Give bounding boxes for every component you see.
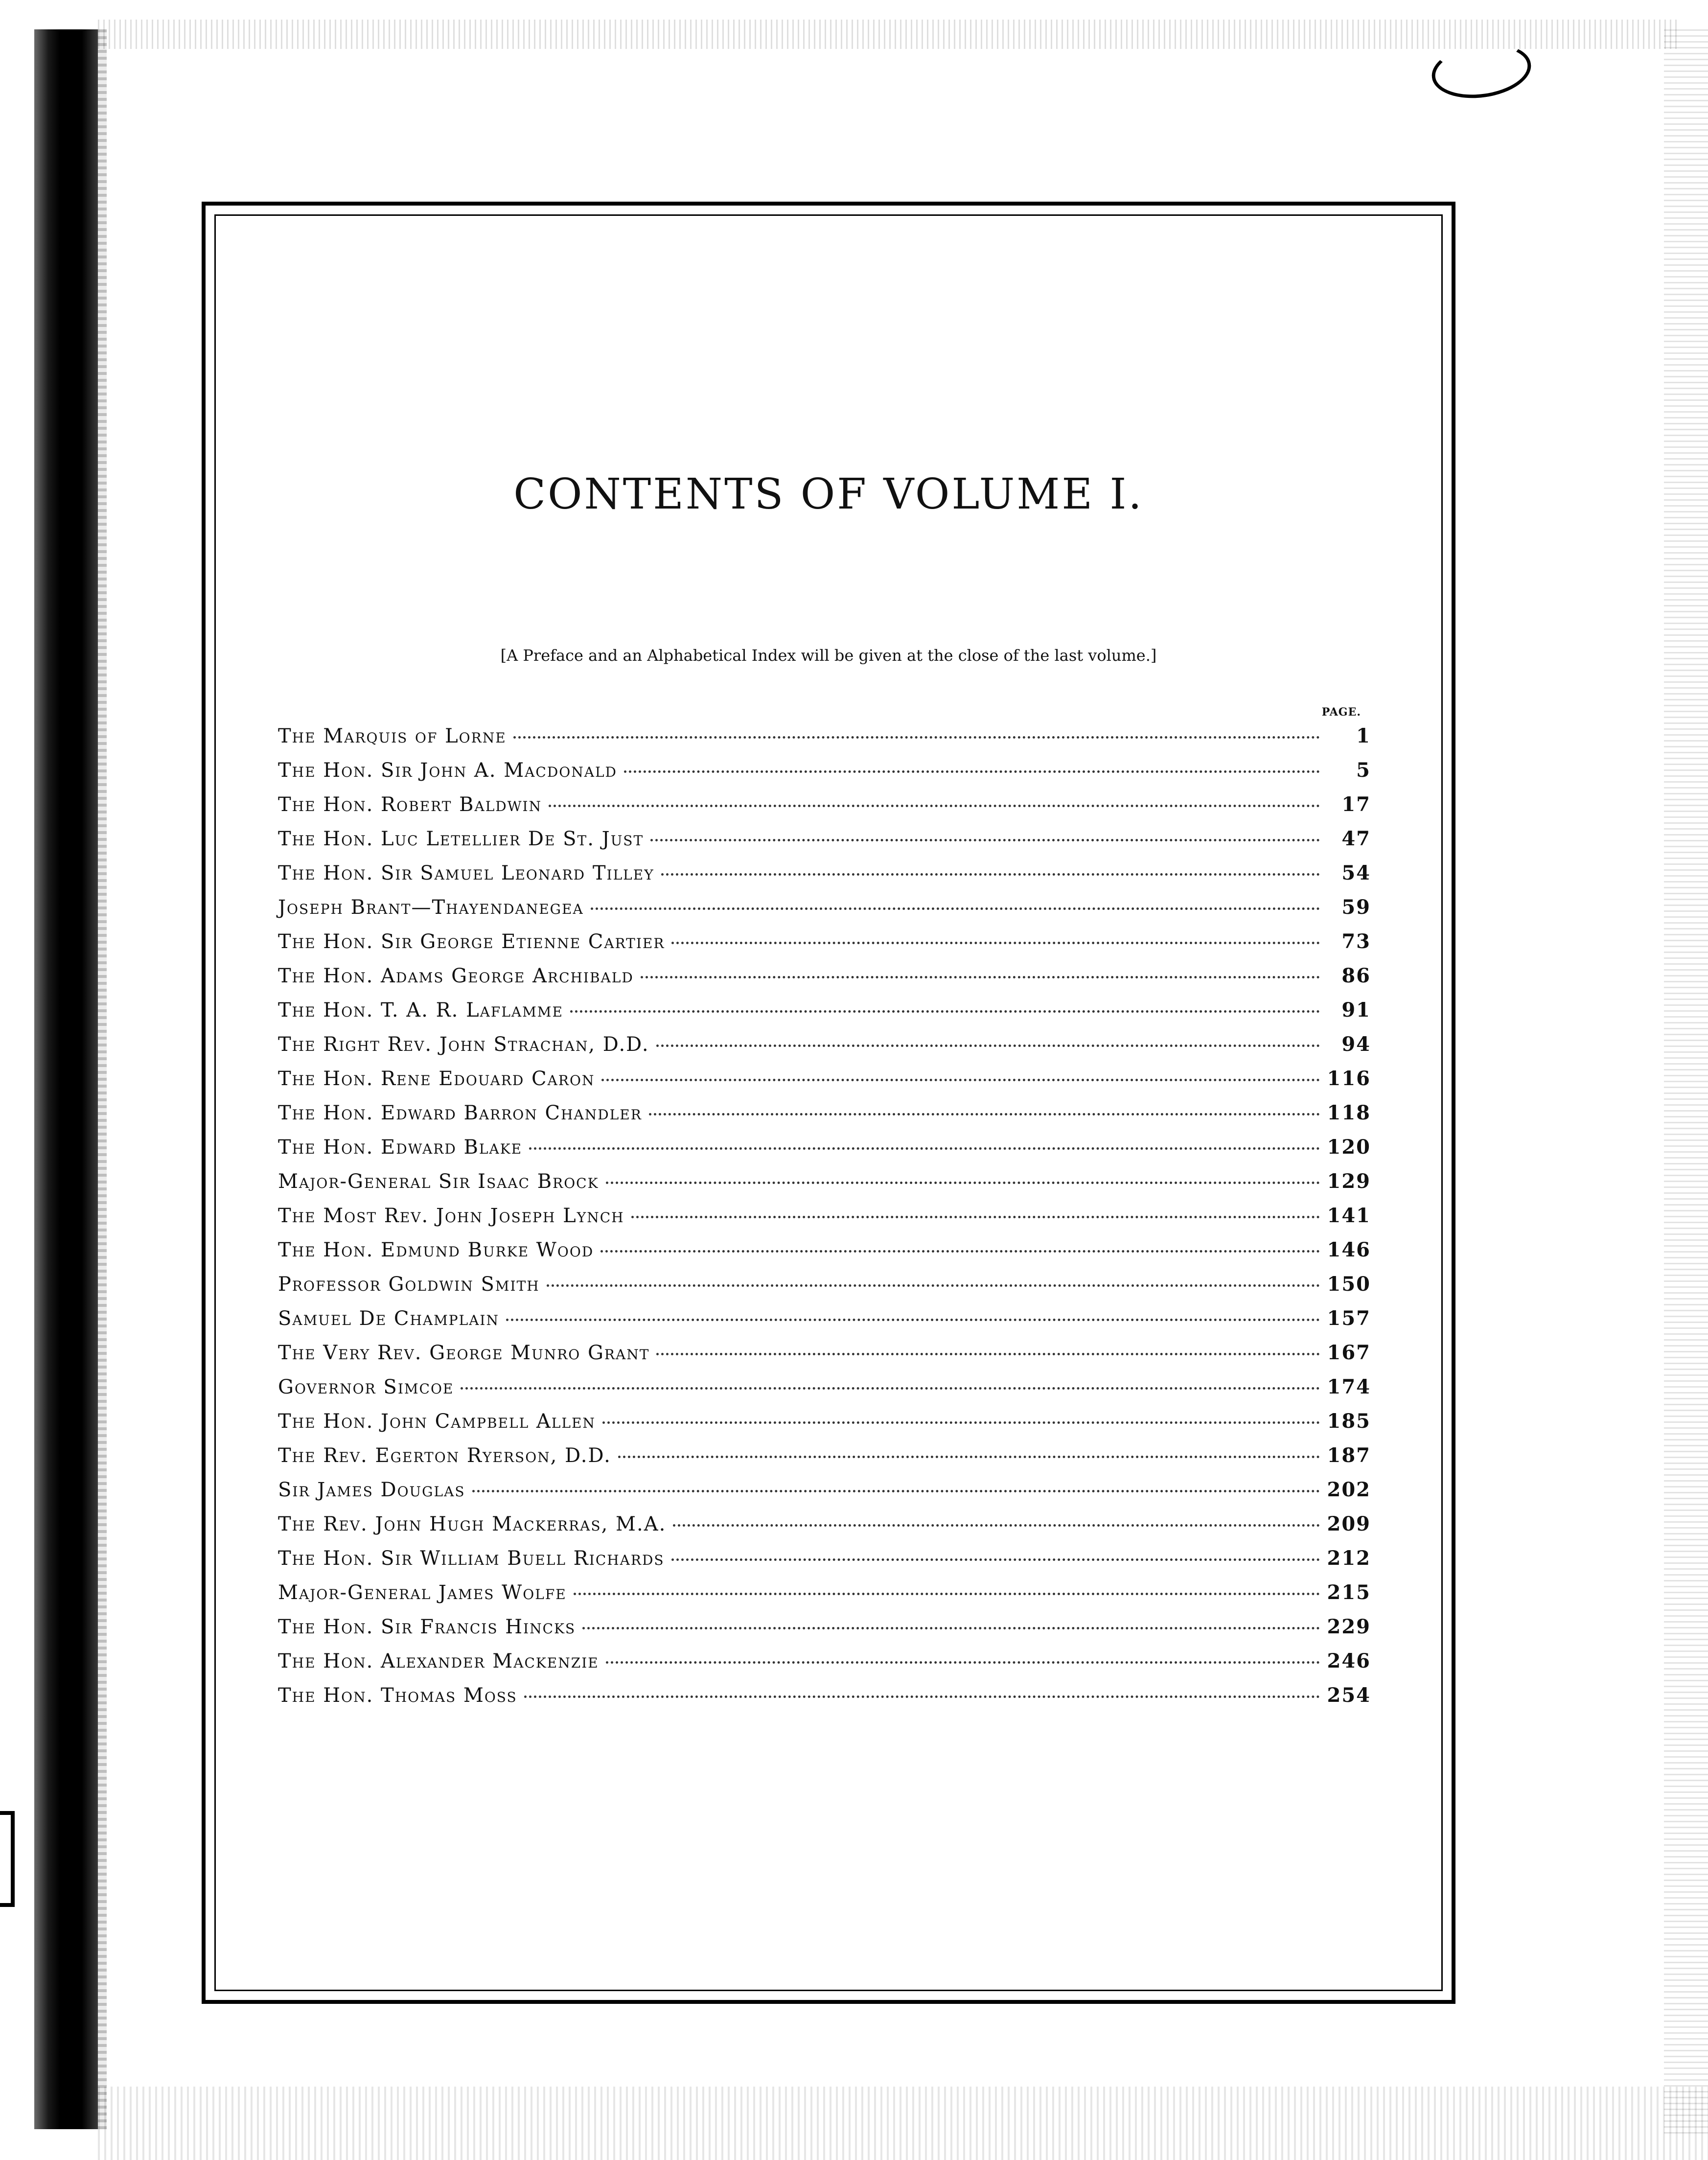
contents-entry <box>278 1067 1371 1101</box>
dot-leader <box>656 1353 1320 1355</box>
contents-entry <box>278 861 1371 896</box>
entry-page-number: 150 <box>1327 1273 1371 1296</box>
dot-leader <box>591 907 1320 910</box>
entry-page-number: 246 <box>1327 1649 1371 1672</box>
entry-title: Joseph Brant—Thayendanegea <box>278 896 584 919</box>
dot-leader <box>606 1661 1320 1664</box>
contents-entry <box>278 1684 1371 1718</box>
contents-entry <box>278 896 1371 930</box>
dot-leader <box>582 1627 1320 1629</box>
entry-page-number: 185 <box>1327 1410 1371 1433</box>
contents-entry <box>278 1512 1371 1547</box>
entry-title: The Hon. Sir William Buell Richards <box>278 1547 665 1570</box>
entry-title: The Very Rev. George Munro Grant <box>278 1342 650 1364</box>
contents-entry <box>278 1341 1371 1375</box>
dot-leader <box>549 805 1320 807</box>
entry-title: Major-General James Wolfe <box>278 1581 567 1604</box>
contents-entry <box>278 1444 1371 1478</box>
entry-page-number: 229 <box>1327 1615 1371 1638</box>
dot-leader <box>606 1182 1320 1184</box>
entry-page-number: 120 <box>1327 1136 1371 1159</box>
contents-entry <box>278 724 1371 759</box>
entry-page-number: 157 <box>1327 1307 1371 1330</box>
dot-leader <box>624 770 1320 773</box>
contents-entry <box>278 1375 1371 1410</box>
dot-leader <box>671 1558 1320 1561</box>
entry-title: The Hon. Edward Barron Chandler <box>278 1102 642 1124</box>
entry-page-number: 5 <box>1356 759 1371 782</box>
entry-page-number: 167 <box>1327 1341 1371 1364</box>
page-frame <box>202 202 1455 2004</box>
contents-entry <box>278 827 1371 861</box>
contents-entry <box>278 1410 1371 1444</box>
dot-leader <box>472 1490 1320 1492</box>
contents-entry <box>278 999 1371 1033</box>
dot-leader <box>602 1421 1320 1424</box>
dot-leader <box>631 1216 1320 1218</box>
dot-leader <box>600 1250 1320 1253</box>
contents-entry <box>278 1649 1371 1684</box>
dot-leader <box>673 1524 1320 1527</box>
book-spine-shadow <box>34 29 98 2129</box>
entry-page-number: 141 <box>1327 1204 1371 1227</box>
dot-leader <box>574 1593 1320 1595</box>
entry-page-number: 47 <box>1341 827 1371 850</box>
entry-page-number: 187 <box>1327 1444 1371 1467</box>
bracket-mark <box>0 1811 15 1907</box>
dot-leader <box>524 1695 1320 1698</box>
entry-title: The Marquis of Lorne <box>278 725 507 747</box>
entry-page-number: 86 <box>1341 964 1371 987</box>
dot-leader <box>671 942 1320 944</box>
entry-title: The Hon. John Campbell Allen <box>278 1410 596 1433</box>
contents-entry <box>278 930 1371 964</box>
dot-leader <box>529 1147 1320 1150</box>
contents-entry <box>278 1478 1371 1512</box>
entry-title: The Hon. Alexander Mackenzie <box>278 1650 599 1672</box>
entry-page-number: 116 <box>1327 1067 1371 1090</box>
entry-title: The Right Rev. John Strachan, D.D. <box>278 1033 649 1056</box>
entry-page-number: 212 <box>1327 1547 1371 1570</box>
entry-page-number: 94 <box>1341 1033 1371 1056</box>
dot-leader <box>506 1319 1320 1321</box>
dot-leader <box>649 1113 1320 1115</box>
entry-page-number: 146 <box>1327 1238 1371 1261</box>
entry-title: The Rev. John Hugh Mackerras, M.A. <box>278 1513 667 1535</box>
entry-title: The Rev. Egerton Ryerson, D.D. <box>278 1444 611 1467</box>
contents-entry <box>278 1033 1371 1067</box>
entry-title: The Hon. Sir Samuel Leonard Tilley <box>278 862 654 884</box>
contents-entry <box>278 1615 1371 1649</box>
page-title: CONTENTS OF VOLUME I. <box>513 470 1144 519</box>
entry-title: The Hon. Robert Baldwin <box>278 793 542 816</box>
contents-entry <box>278 1136 1371 1170</box>
contents-entry <box>278 1547 1371 1581</box>
entry-page-number: 1 <box>1356 724 1371 747</box>
entry-page-number: 254 <box>1327 1684 1371 1707</box>
dot-leader <box>656 1045 1320 1047</box>
entry-title: The Hon. Edward Blake <box>278 1136 523 1159</box>
entry-page-number: 17 <box>1341 793 1371 816</box>
entry-title: Governor Simcoe <box>278 1376 454 1398</box>
dot-leader <box>461 1387 1320 1390</box>
dot-leader <box>650 839 1320 841</box>
scan-noise-bottom <box>98 2087 1708 2160</box>
entry-title: Sir James Douglas <box>278 1479 465 1501</box>
contents-entry <box>278 1204 1371 1238</box>
contents-entry <box>278 1307 1371 1341</box>
contents-entry <box>278 1581 1371 1615</box>
dot-leader <box>570 1010 1320 1013</box>
entry-title: Major-General Sir Isaac Brock <box>278 1170 599 1193</box>
entry-title: The Most Rev. John Joseph Lynch <box>278 1205 624 1227</box>
entry-page-number: 91 <box>1341 999 1371 1022</box>
entry-page-number: 174 <box>1327 1375 1371 1398</box>
dot-leader <box>513 736 1320 739</box>
entry-title: The Hon. Edmund Burke Wood <box>278 1239 594 1261</box>
entry-page-number: 73 <box>1341 930 1371 953</box>
contents-entry <box>278 1273 1371 1307</box>
contents-entry <box>278 793 1371 827</box>
entry-title: The Hon. Thomas Moss <box>278 1684 517 1707</box>
preface-note: [A Preface and an Alphabetical Index will be given at the close of the last volume.] <box>500 646 1157 665</box>
entry-page-number: 54 <box>1341 861 1371 884</box>
page-column-label: PAGE. <box>1321 706 1361 719</box>
entry-page-number: 59 <box>1341 896 1371 919</box>
contents-entry <box>278 1170 1371 1204</box>
entry-title: The Hon. Sir George Etienne Cartier <box>278 930 665 953</box>
entry-title: Professor Goldwin Smith <box>278 1273 540 1296</box>
contents-entry <box>278 1101 1371 1136</box>
spine-edge <box>98 29 107 2129</box>
entry-title: The Hon. Sir Francis Hincks <box>278 1616 576 1638</box>
scan-noise-right <box>1664 29 1708 2134</box>
scan-noise-top <box>98 20 1679 49</box>
dot-leader <box>547 1284 1320 1287</box>
contents-entry <box>278 964 1371 999</box>
entry-page-number: 209 <box>1327 1512 1371 1535</box>
entry-title: The Hon. Luc Letellier De St. Just <box>278 828 644 850</box>
dot-leader <box>601 1079 1320 1081</box>
entry-title: The Hon. T. A. R. Laflamme <box>278 999 563 1022</box>
entry-page-number: 129 <box>1327 1170 1371 1193</box>
dot-leader <box>661 873 1320 876</box>
entry-page-number: 118 <box>1327 1101 1371 1124</box>
entry-title: Samuel De Champlain <box>278 1307 499 1330</box>
entry-page-number: 215 <box>1327 1581 1371 1604</box>
contents-entry <box>278 1238 1371 1273</box>
dot-leader <box>618 1456 1320 1458</box>
contents-entry <box>278 759 1371 793</box>
entry-title: The Hon. Adams George Archibald <box>278 965 634 987</box>
entry-title: The Hon. Sir John A. Macdonald <box>278 759 617 782</box>
contents-list <box>278 724 1371 1718</box>
dot-leader <box>641 976 1320 978</box>
entry-title: The Hon. Rene Edouard Caron <box>278 1068 595 1090</box>
entry-page-number: 202 <box>1327 1478 1371 1501</box>
